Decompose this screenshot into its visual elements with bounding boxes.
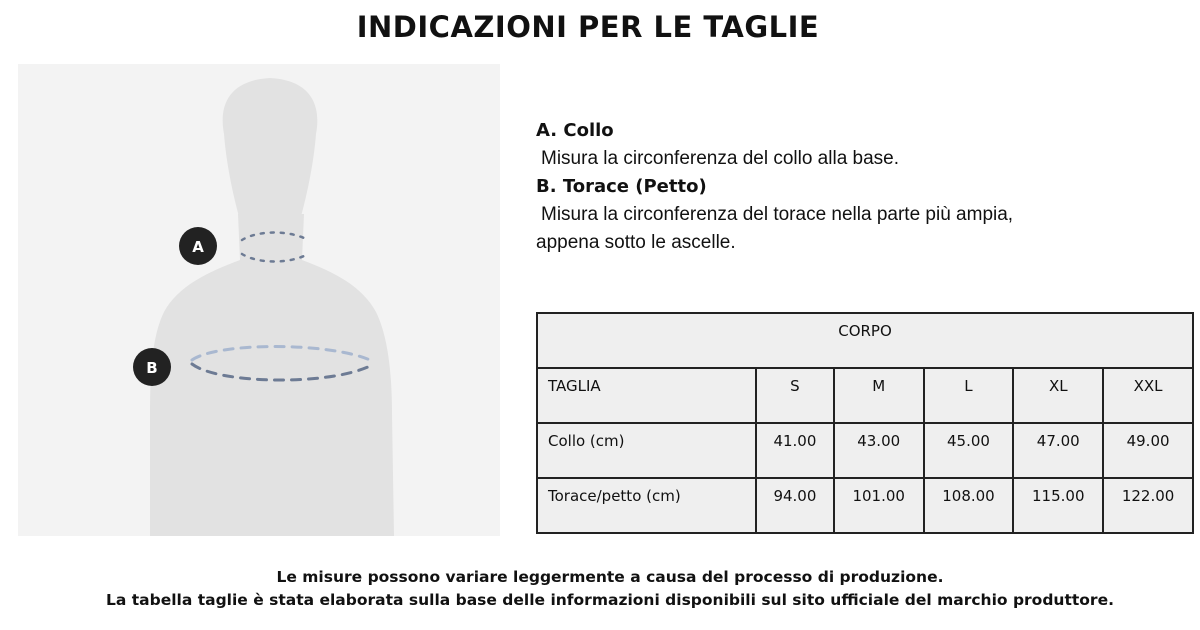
- page-title: INDICAZIONI PER LE TAGLIE: [356, 10, 820, 44]
- silhouette-illustration: [18, 64, 500, 536]
- table-cell: 47.00: [1013, 423, 1103, 478]
- size-table: [536, 312, 1194, 534]
- disclaimer-line1: Le misure possono variare leggermente a causa del processo di produzione.: [276, 568, 944, 586]
- row-label: Torace/petto (cm): [537, 478, 756, 533]
- table-cell: 122.00: [1103, 478, 1193, 533]
- table-header-row: [537, 368, 1193, 423]
- chest-instruction-line1: Misura la circonferenza del torace nella parte più ampia,: [541, 204, 1014, 225]
- column-header: TAGLIA: [537, 368, 756, 423]
- marker-a-badge: [179, 227, 217, 265]
- column-header: S: [756, 368, 834, 423]
- chest-heading: B. Torace (Petto): [536, 176, 707, 197]
- table-cell: 115.00: [1013, 478, 1103, 533]
- body-measurement-figure: [18, 64, 500, 536]
- marker-b-badge: [133, 348, 171, 386]
- table-row: [537, 478, 1193, 533]
- measurement-instructions: [536, 117, 1176, 257]
- silhouette-head: [223, 78, 318, 220]
- table-cell: 43.00: [834, 423, 924, 478]
- column-header: M: [834, 368, 924, 423]
- disclaimer: [0, 566, 1200, 612]
- table-cell: 41.00: [756, 423, 834, 478]
- table-cell: 108.00: [924, 478, 1014, 533]
- table-cell: 101.00: [834, 478, 924, 533]
- row-label: Collo (cm): [537, 423, 756, 478]
- table-cell: 49.00: [1103, 423, 1193, 478]
- neck-instruction: Misura la circonferenza del collo alla base.: [541, 148, 900, 169]
- chest-instruction-line2: appena sotto le ascelle.: [536, 232, 736, 253]
- table-cell: 94.00: [756, 478, 834, 533]
- table-cell: 45.00: [924, 423, 1014, 478]
- table-group-row: [537, 313, 1193, 368]
- neck-heading: A. Collo: [536, 120, 614, 141]
- marker-a-label: A: [192, 238, 204, 256]
- disclaimer-line2: La tabella taglie è stata elaborata sulla base delle informazioni disponibili sul sito ufficiale del marchio produttore.: [106, 591, 1114, 609]
- column-header: L: [924, 368, 1014, 423]
- column-header: XXL: [1103, 368, 1193, 423]
- group-header-cell: CORPO: [537, 313, 1193, 368]
- marker-b-label: B: [146, 359, 158, 377]
- column-header: XL: [1013, 368, 1103, 423]
- table-row: [537, 423, 1193, 478]
